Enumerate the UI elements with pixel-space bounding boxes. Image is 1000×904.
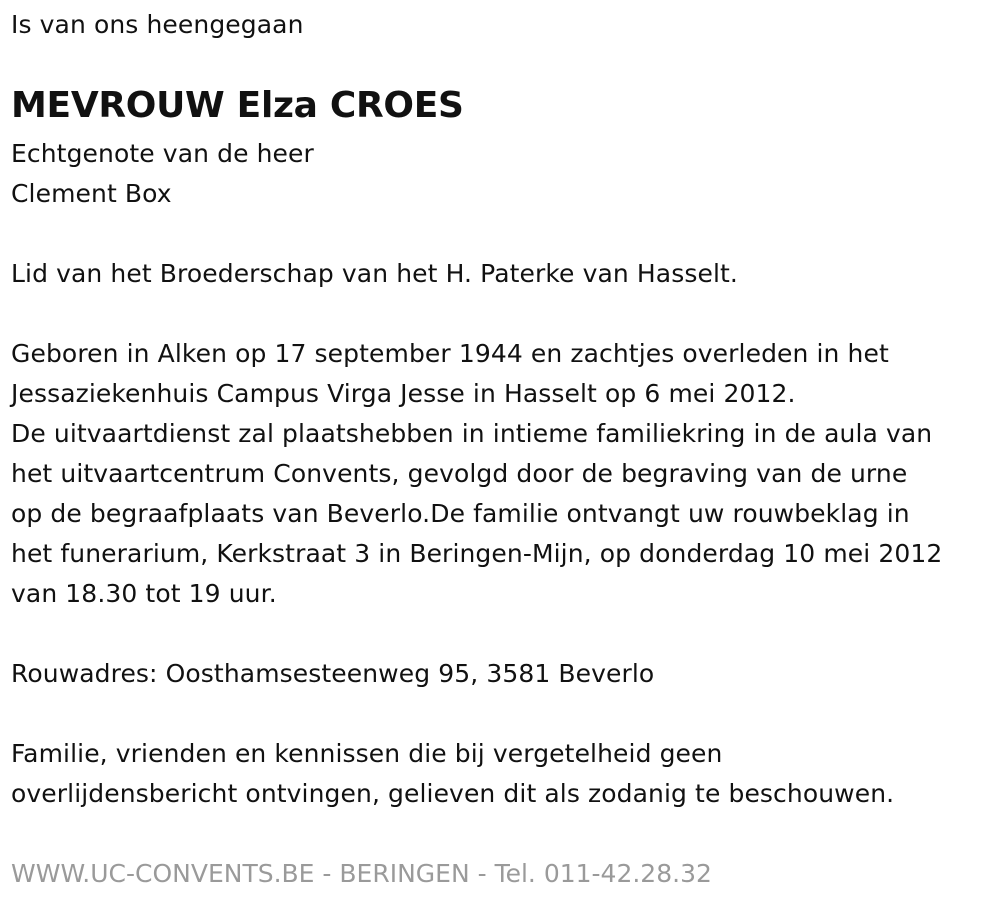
body-line: het funerarium, Kerkstraat 3 in Beringen-Mijn, op donderdag 10 mei 2012 (11, 539, 943, 568)
footer-contact: WWW.UC-CONVENTS.BE - BERINGEN - Tel. 011-42.28.32 (11, 859, 712, 888)
body-line: het uitvaartcentrum Convents, gevolgd door de begraving van de urne (11, 459, 908, 488)
deceased-name: MEVROUW Elza CROES (11, 85, 464, 126)
closing-line: Familie, vrienden en kennissen die bij vergetelheid geen (11, 739, 723, 768)
body-line: Jessaziekenhuis Campus Virga Jesse in Hasselt op 6 mei 2012. (11, 379, 796, 408)
body-line: De uitvaartdienst zal plaatshebben in intieme familiekring in de aula van (11, 419, 933, 448)
mourning-address: Rouwadres: Oosthamsesteenweg 95, 3581 Beverlo (11, 659, 655, 688)
body-line: van 18.30 tot 19 uur. (11, 579, 277, 608)
spouse-line-1: Echtgenote van de heer (11, 139, 314, 168)
body-line: op de begraafplaats van Beverlo.De familie ontvangt uw rouwbeklag in (11, 499, 910, 528)
closing-line: overlijdensbericht ontvingen, gelieven dit als zodanig te beschouwen. (11, 779, 895, 808)
intro-text: Is van ons heengegaan (11, 10, 304, 39)
membership-text: Lid van het Broederschap van het H. Paterke van Hasselt. (11, 259, 738, 288)
body-line: Geboren in Alken op 17 september 1944 en zachtjes overleden in het (11, 339, 889, 368)
spouse-line-2: Clement Box (11, 179, 172, 208)
